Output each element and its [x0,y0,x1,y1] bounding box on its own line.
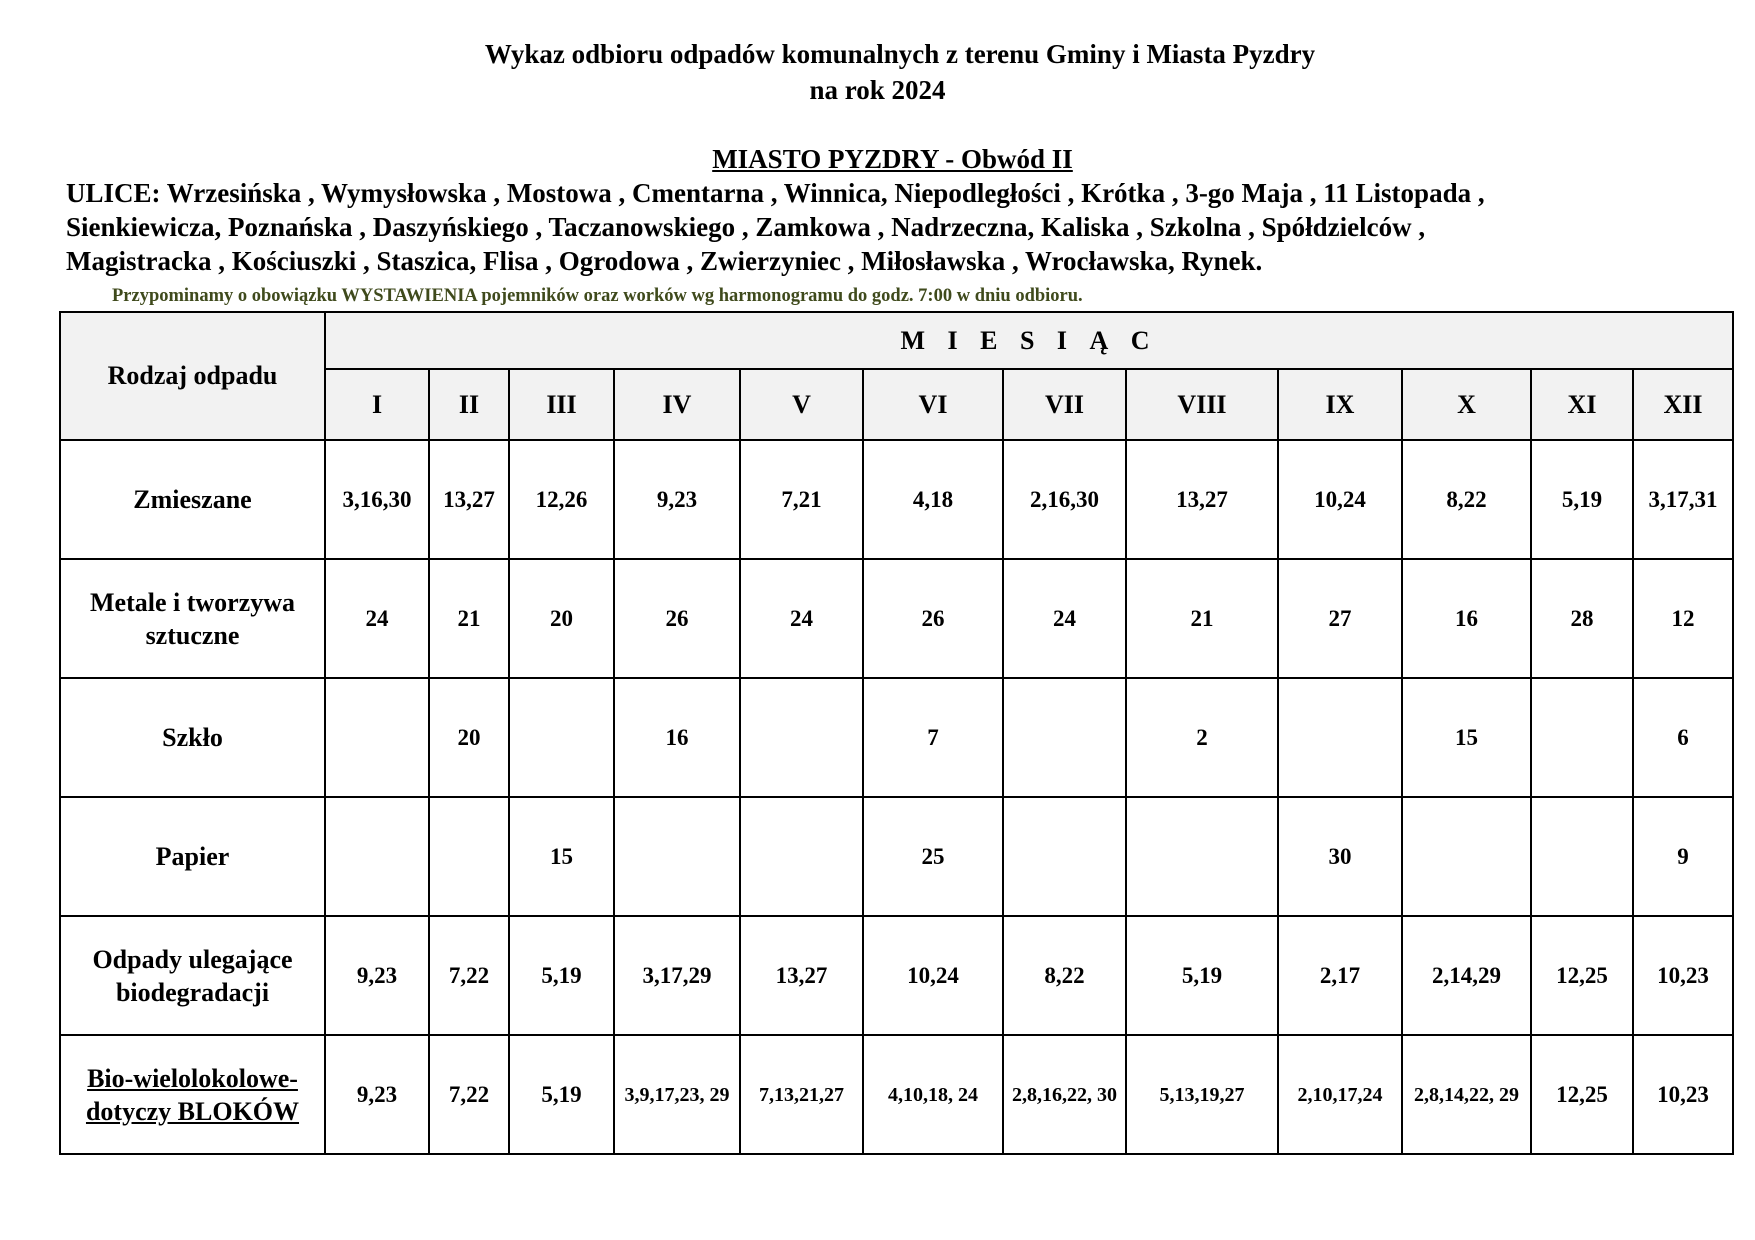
date-cell: 5,19 [509,916,614,1035]
month-header: XI [1531,369,1633,440]
date-cell: 3,16,30 [325,440,429,559]
date-cell: 10,24 [1278,440,1402,559]
date-cell: 7 [863,678,1003,797]
date-cell: 10,23 [1633,1035,1733,1154]
month-header: VIII [1126,369,1278,440]
date-cell [1531,678,1633,797]
month-header: XII [1633,369,1733,440]
date-cell: 9,23 [614,440,740,559]
date-cell [509,678,614,797]
date-cell: 9,23 [325,916,429,1035]
date-cell [325,678,429,797]
date-cell: 24 [1003,559,1126,678]
date-cell: 3,17,31 [1633,440,1733,559]
table-row [60,916,1733,1035]
schedule-body [60,440,1733,1154]
date-cell: 12,25 [1531,1035,1633,1154]
date-cell [1402,797,1531,916]
date-cell: 7,22 [429,1035,509,1154]
date-cell [429,797,509,916]
date-cell [1278,678,1402,797]
date-cell: 15 [509,797,614,916]
date-cell: 16 [614,678,740,797]
collection-schedule-table [59,311,1734,1155]
month-header: II [429,369,509,440]
date-cell: 15 [1402,678,1531,797]
date-cell: 7,22 [429,916,509,1035]
document-title-year: na rok 2024 [809,75,946,105]
date-cell: 5,19 [509,1035,614,1154]
date-cell: 12,26 [509,440,614,559]
date-cell [1126,797,1278,916]
document-title: Wykaz odbioru odpadów komunalnych z terenu Gminy i Miasta Pyzdry [484,39,1316,69]
waste-type-label: Metale i tworzywa sztuczne [60,559,325,678]
date-cell [614,797,740,916]
date-cell: 8,22 [1003,916,1126,1035]
date-cell: 10,23 [1633,916,1733,1035]
date-cell: 27 [1278,559,1402,678]
date-cell: 7,13,21,27 [740,1035,863,1154]
date-cell: 13,27 [740,916,863,1035]
date-cell: 12,25 [1531,916,1633,1035]
date-cell: 9,23 [325,1035,429,1154]
streets-line: Sienkiewicza, Poznańska , Daszyńskiego , Taczanowskiego , Zamkowa , Nadrzeczna, Kaliska , Szkolna , Spółdzielców , [66,212,1426,242]
date-cell: 28 [1531,559,1633,678]
table-row [60,678,1733,797]
month-header: VI [863,369,1003,440]
date-cell: 5,19 [1126,916,1278,1035]
date-cell [1531,797,1633,916]
date-cell: 30 [1278,797,1402,916]
date-cell: 4,18 [863,440,1003,559]
date-cell: 7,21 [740,440,863,559]
date-cell: 2,8,16,22, 30 [1003,1035,1126,1154]
waste-type-label: Zmieszane [60,440,325,559]
date-cell: 26 [863,559,1003,678]
date-cell: 12 [1633,559,1733,678]
month-header: X [1402,369,1531,440]
month-header: VII [1003,369,1126,440]
date-cell [740,678,863,797]
date-cell: 5,19 [1531,440,1633,559]
month-header: I [325,369,429,440]
table-row [60,440,1733,559]
date-cell: 9 [1633,797,1733,916]
month-header: V [740,369,863,440]
date-cell: 2,17 [1278,916,1402,1035]
table-row [60,559,1733,678]
month-group-header: M I E S I Ą C [325,312,1733,369]
date-cell [325,797,429,916]
date-cell: 10,24 [863,916,1003,1035]
date-cell [1003,678,1126,797]
date-cell: 20 [509,559,614,678]
district-subtitle-text: MIASTO PYZDRY - Obwód II [712,144,1073,174]
date-cell: 2,16,30 [1003,440,1126,559]
waste-type-header: Rodzaj odpadu [60,312,325,440]
date-cell: 2,14,29 [1402,916,1531,1035]
waste-type-label: Papier [60,797,325,916]
table-row [60,797,1733,916]
reminder-note: Przypominamy o obowiązku WYSTAWIENIA pojemników oraz worków wg harmonogramu do godz. 7:00 w dniu odbioru. [112,286,1083,306]
waste-type-label [60,1035,325,1154]
date-cell: 2 [1126,678,1278,797]
date-cell: 26 [614,559,740,678]
date-cell: 4,10,18, 24 [863,1035,1003,1154]
date-cell: 21 [1126,559,1278,678]
table-row [60,1035,1733,1154]
date-cell: 2,8,14,22, 29 [1402,1035,1531,1154]
month-header: III [509,369,614,440]
date-cell: 25 [863,797,1003,916]
date-cell: 3,17,29 [614,916,740,1035]
date-cell [1003,797,1126,916]
month-header: IV [614,369,740,440]
date-cell: 13,27 [429,440,509,559]
date-cell: 16 [1402,559,1531,678]
date-cell: 13,27 [1126,440,1278,559]
date-cell: 2,10,17,24 [1278,1035,1402,1154]
date-cell: 6 [1633,678,1733,797]
streets-list [66,176,1726,278]
date-cell: 8,22 [1402,440,1531,559]
month-header: IX [1278,369,1402,440]
date-cell: 24 [740,559,863,678]
date-cell: 21 [429,559,509,678]
date-cell: 5,13,19,27 [1126,1035,1278,1154]
waste-type-label: Odpady ulegające biodegradacji [60,916,325,1035]
date-cell [740,797,863,916]
date-cell: 20 [429,678,509,797]
date-cell: 24 [325,559,429,678]
district-subtitle [0,142,1755,176]
waste-type-label-text: Bio-wielolokolowe- dotyczy BLOKÓW [85,1063,300,1126]
streets-line: ULICE: Wrzesińska , Wymysłowska , Mostowa , Cmentarna , Winnica, Niepodległości , Krótka , 3-go Maja , 11 Listopada , [66,178,1485,208]
streets-line: Magistracka , Kościuszki , Staszica, Flisa , Ogrodowa , Zwierzyniec , Miłosławska , Wrocławska, Rynek. [66,246,1263,276]
waste-type-label: Szkło [60,678,325,797]
date-cell: 3,9,17,23, 29 [614,1035,740,1154]
